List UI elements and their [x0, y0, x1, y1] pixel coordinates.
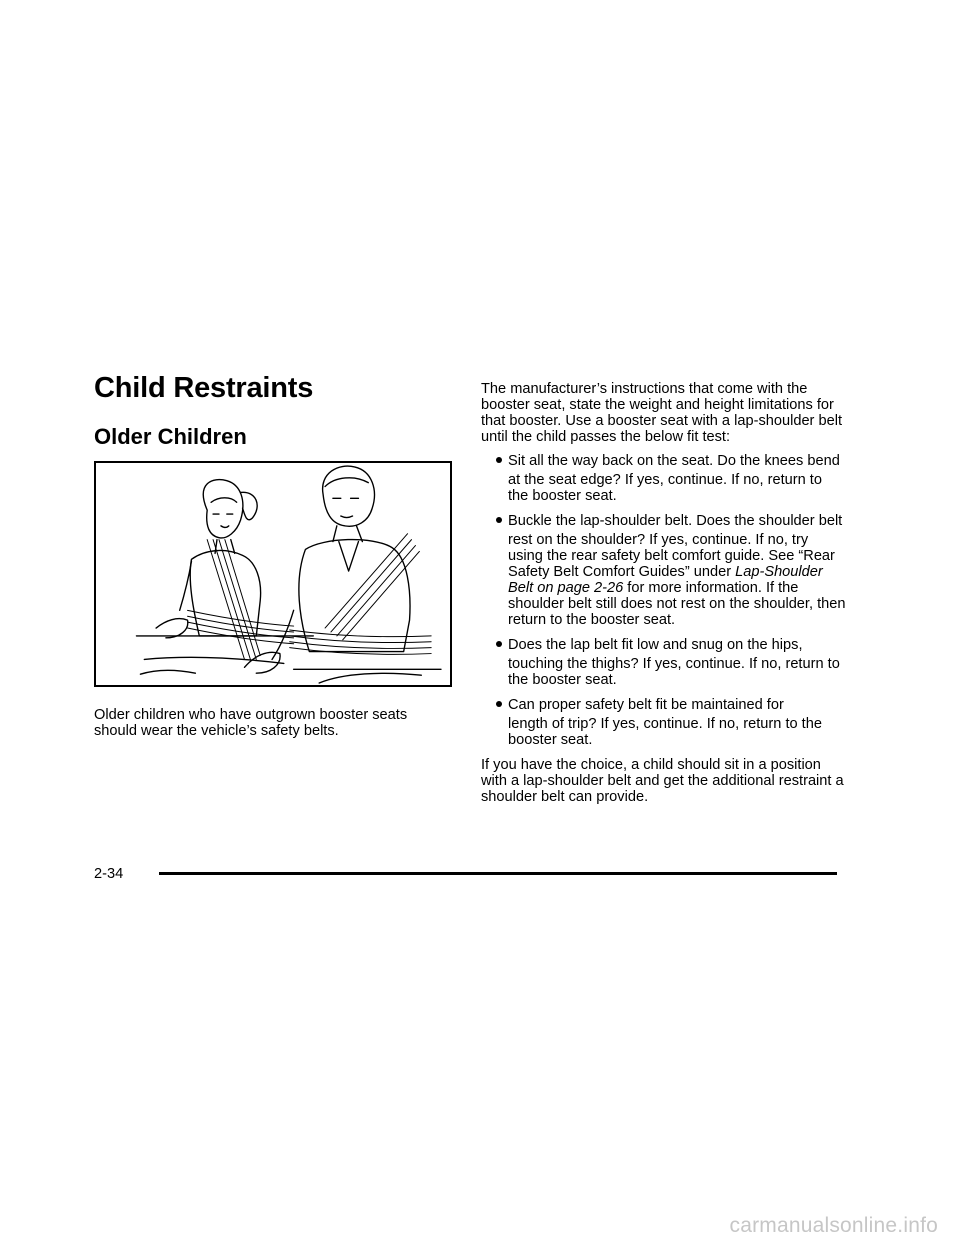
right-column — [481, 381, 846, 805]
list-item: Sit all the way back on the seat. Do the knees bend at the seat edge? If yes, continue. If no, return to the booster seat. — [481, 453, 846, 504]
boy-shoulder-belt — [325, 534, 419, 640]
list-item: Buckle the lap-shoulder belt. Does the shoulder belt rest on the shoulder? If yes, continue. If no, try using the rear safety belt comfort guide. See “Rear Safety Belt Comfort Guides” under Lap-Shoulder Belt on page 2-26 for more information. If the shoulder belt still does not rest on the shoulder, then return to the booster seat. — [481, 513, 846, 628]
intro-paragraph: The manufacturer’s instructions that come with the booster seat, state the weight and height limitations for that booster. Use a booster seat with a lap-shoulder belt until the child passes the below fit test: — [481, 381, 843, 445]
figure-caption-paragraph: Older children who have outgrown booster seats should wear the vehicle’s safety belts. — [94, 707, 408, 739]
page-title: Child Restraints — [94, 372, 314, 404]
section-title: Older Children — [94, 424, 247, 449]
boy-lap-belt — [290, 630, 431, 654]
list-item: Can proper safety belt fit be maintained for length of trip? If yes, continue. If no, return to the booster seat. — [481, 697, 846, 748]
boy-figure — [245, 466, 441, 683]
children-seatbelt-illustration — [94, 461, 452, 687]
footer-rule — [159, 872, 837, 875]
page-number: 2-34 — [94, 866, 124, 882]
girl-shoulder-belt — [207, 540, 260, 660]
watermark: carmanualsonline.info — [729, 1214, 938, 1237]
cross-reference-link[interactable]: Lap-Shoulder Belt on page 2-26 — [508, 564, 823, 596]
list-item: Does the lap belt fit low and snug on the hips, touching the thighs? If yes, continue. If no, return to the booster seat. — [481, 637, 846, 688]
fit-test-list — [481, 453, 846, 748]
closing-paragraph: If you have the choice, a child should sit in a position with a lap-shoulder belt and get the additional restraint a shoulder belt can provide. — [481, 757, 844, 805]
